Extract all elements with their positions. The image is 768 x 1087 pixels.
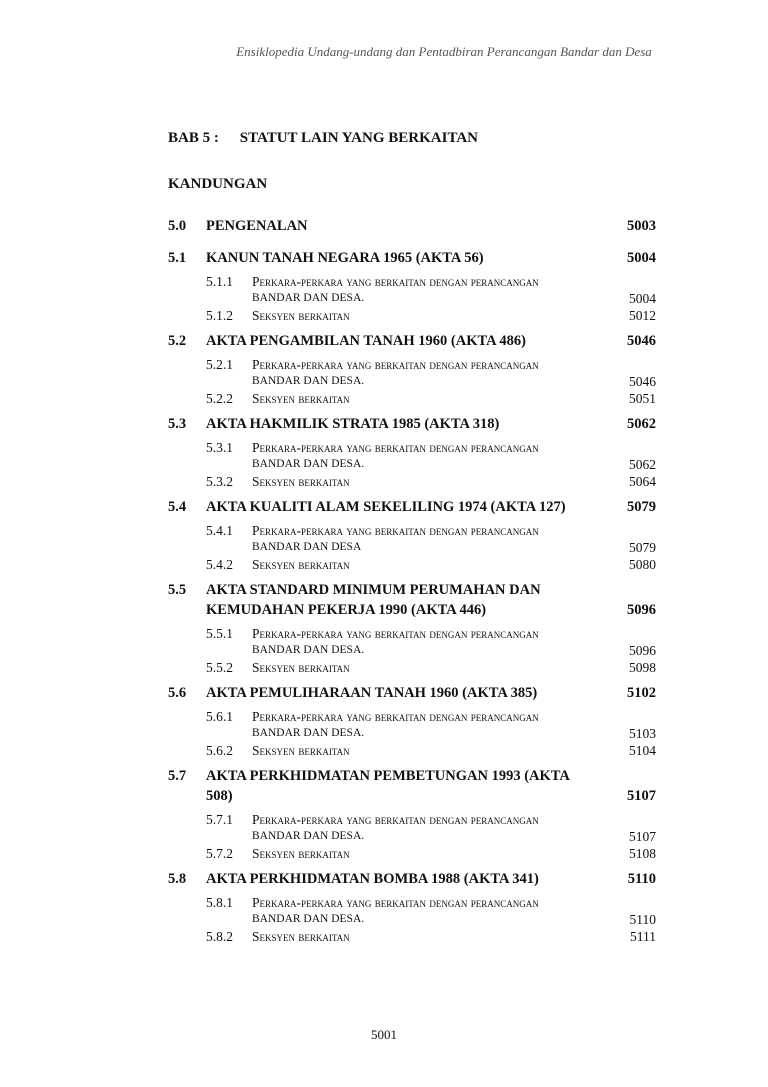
toc-subsections [206, 624, 656, 677]
toc-entry-subsection[interactable] [206, 707, 656, 741]
section-title [206, 248, 627, 268]
contents-heading: KANDUNGAN [168, 176, 268, 192]
section-page: 5102 [627, 685, 656, 701]
toc-subsections [206, 893, 656, 946]
toc-entry-subsection[interactable] [206, 624, 656, 658]
toc-entry-subsection[interactable] [206, 810, 656, 844]
subsection-number: 5.5.1 [206, 626, 233, 641]
toc-entry-section[interactable] [168, 414, 656, 434]
subsection-number: 5.7.2 [206, 846, 233, 861]
section-page: 5062 [627, 416, 656, 432]
subsection-page: 5096 [629, 643, 656, 658]
toc-section [168, 683, 656, 760]
subsection-title: Seksyen berkaitan [252, 846, 350, 861]
section-title-line1: AKTA PERKHIDMATAN PEMBETUNGAN 1993 (AKTA [206, 768, 570, 784]
section-title-line1: AKTA KUALITI ALAM SEKELILING 1974 (AKTA 127) [206, 499, 566, 515]
section-page: 5079 [627, 499, 656, 515]
subsection-number: 5.2.2 [206, 391, 233, 406]
subsection-title: Perkara-perkara yang berkaitan dengan perancangan [252, 812, 539, 827]
subsection-title-line2: BANDAR DAN DESA. [252, 830, 365, 842]
subsection-page: 5064 [629, 474, 656, 489]
subsection-title: Seksyen berkaitan [252, 557, 350, 572]
subsection-page: 5111 [630, 929, 656, 944]
toc-section [168, 869, 656, 946]
section-number: 5.3 [168, 416, 187, 432]
subsection-title: Seksyen berkaitan [252, 308, 350, 323]
toc-entry-section[interactable] [168, 869, 656, 889]
toc-entry-section[interactable] [168, 248, 656, 268]
subsection-page: 5079 [629, 540, 656, 555]
subsection-title: Seksyen berkaitan [252, 660, 350, 675]
subsection-page: 5004 [629, 291, 656, 306]
subsection-page: 5046 [629, 374, 656, 389]
toc-entry-section[interactable] [168, 580, 656, 620]
toc-entry-intro[interactable] [168, 216, 656, 236]
subsection-number: 5.1.1 [206, 274, 233, 289]
subsection-number: 5.2.1 [206, 357, 233, 372]
subsection-number: 5.5.2 [206, 660, 233, 675]
section-number: 5.1 [168, 250, 187, 266]
toc-entry-subsection[interactable] [206, 893, 656, 927]
section-page: 5004 [627, 250, 656, 266]
subsection-title-line2: BANDAR DAN DESA. [252, 458, 365, 470]
subsection-number: 5.3.1 [206, 440, 233, 455]
section-page: 5110 [627, 871, 656, 887]
section-title-line1: AKTA PENGAMBILAN TANAH 1960 (AKTA 486) [206, 333, 526, 349]
toc-subsections [206, 521, 656, 574]
subsection-title: Perkara-perkara yang berkaitan dengan perancangan [252, 626, 539, 641]
chapter-number: BAB 5 : [168, 130, 219, 146]
toc-subsections [206, 272, 656, 325]
table-of-contents [168, 216, 656, 952]
toc-sections [168, 248, 656, 946]
subsection-page: 5103 [629, 726, 656, 741]
subsection-page: 5108 [629, 846, 656, 861]
section-number: 5.2 [168, 333, 187, 349]
section-number: 5.0 [168, 218, 187, 234]
subsection-page: 5110 [629, 912, 656, 927]
subsection-number: 5.6.1 [206, 709, 233, 724]
subsection-number: 5.4.2 [206, 557, 233, 572]
toc-entry-section[interactable] [168, 331, 656, 351]
section-title-line2: 508) [206, 788, 233, 804]
toc-section [168, 414, 656, 491]
toc-section [168, 331, 656, 408]
subsection-page: 5080 [629, 557, 656, 572]
section-title-line1: KANUN TANAH NEGARA 1965 (AKTA 56) [206, 250, 484, 266]
subsection-number: 5.1.2 [206, 308, 233, 323]
section-title: PENGENALAN [206, 218, 308, 234]
subsection-number: 5.8.1 [206, 895, 233, 910]
subsection-page: 5051 [629, 391, 656, 406]
subsection-title: Perkara-perkara yang berkaitan dengan perancangan [252, 523, 539, 538]
section-title [206, 497, 627, 517]
subsection-title: Perkara-perkara yang berkaitan dengan perancangan [252, 274, 539, 289]
section-title [206, 580, 627, 620]
subsection-title-line2: BANDAR DAN DESA [252, 541, 362, 553]
section-title-line1: AKTA PEMULIHARAAN TANAH 1960 (AKTA 385) [206, 685, 538, 701]
toc-entry-subsection[interactable] [206, 472, 656, 491]
subsection-title-line2: BANDAR DAN DESA. [252, 292, 365, 304]
toc-subsections [206, 707, 656, 760]
toc-entry-subsection[interactable] [206, 306, 656, 325]
section-number: 5.8 [168, 871, 187, 887]
section-title [206, 683, 627, 703]
section-title [206, 331, 627, 351]
chapter-heading [168, 130, 478, 147]
toc-entry-subsection[interactable] [206, 927, 656, 946]
section-title-line2: KEMUDAHAN PEKERJA 1990 (AKTA 446) [206, 602, 487, 618]
subsection-title: Seksyen berkaitan [252, 743, 350, 758]
toc-subsections [206, 438, 656, 491]
section-number: 5.6 [168, 685, 187, 701]
subsection-title: Perkara-perkara yang berkaitan dengan perancangan [252, 357, 539, 372]
subsection-page: 5012 [629, 308, 656, 323]
section-title [206, 766, 627, 806]
subsection-number: 5.6.2 [206, 743, 233, 758]
section-title [206, 414, 627, 434]
toc-section [168, 248, 656, 325]
toc-entry-subsection[interactable] [206, 741, 656, 760]
subsection-title-line2: BANDAR DAN DESA. [252, 913, 365, 925]
subsection-title-line2: BANDAR DAN DESA. [252, 644, 365, 656]
section-number: 5.4 [168, 499, 187, 515]
subsection-title: Perkara-perkara yang berkaitan dengan perancangan [252, 895, 539, 910]
subsection-number: 5.3.2 [206, 474, 233, 489]
subsection-title-line2: BANDAR DAN DESA. [252, 727, 365, 739]
subsection-number: 5.4.1 [206, 523, 233, 538]
section-title-line1: AKTA HAKMILIK STRATA 1985 (AKTA 318) [206, 416, 500, 432]
section-page: 5046 [627, 333, 656, 349]
running-header: Ensiklopedia Undang-undang dan Pentadbiran Perancangan Bandar dan Desa [236, 44, 652, 59]
toc-section [168, 580, 656, 677]
subsection-page: 5062 [629, 457, 656, 472]
section-title [206, 869, 628, 889]
subsection-title: Perkara-perkara yang berkaitan dengan perancangan [252, 440, 539, 455]
section-title-line1: AKTA STANDARD MINIMUM PERUMAHAN DAN [206, 582, 541, 598]
toc-entry-subsection[interactable] [206, 844, 656, 863]
toc-section [168, 766, 656, 863]
subsection-page: 5104 [629, 743, 656, 758]
toc-entry-subsection[interactable] [206, 355, 656, 389]
subsection-title-line2: BANDAR DAN DESA. [252, 375, 365, 387]
toc-entry-subsection[interactable] [206, 521, 656, 555]
section-page: 5107 [627, 788, 656, 804]
toc-entry-section[interactable] [168, 497, 656, 517]
chapter-title: STATUT LAIN YANG BERKAITAN [239, 130, 478, 146]
toc-entry-subsection[interactable] [206, 272, 656, 306]
toc-entry-subsection[interactable] [206, 555, 656, 574]
toc-section [168, 497, 656, 574]
subsection-title: Seksyen berkaitan [252, 391, 350, 406]
section-page: 5003 [627, 218, 656, 234]
toc-entry-section[interactable] [168, 683, 656, 703]
toc-entry-section[interactable] [168, 766, 656, 806]
section-title-line1: AKTA PERKHIDMATAN BOMBA 1988 (AKTA 341) [206, 871, 539, 887]
subsection-title: Seksyen berkaitan [252, 474, 350, 489]
toc-entry-subsection[interactable] [206, 438, 656, 472]
section-number: 5.5 [168, 582, 187, 598]
page-number: 5001 [371, 1027, 397, 1042]
toc-subsections [206, 810, 656, 863]
subsection-page: 5107 [629, 829, 656, 844]
subsection-number: 5.8.2 [206, 929, 233, 944]
subsection-number: 5.7.1 [206, 812, 233, 827]
section-page: 5096 [627, 602, 656, 618]
toc-entry-subsection[interactable] [206, 389, 656, 408]
subsection-page: 5098 [629, 660, 656, 675]
toc-entry-subsection[interactable] [206, 658, 656, 677]
section-number: 5.7 [168, 768, 187, 784]
toc-subsections [206, 355, 656, 408]
subsection-title: Perkara-perkara yang berkaitan dengan perancangan [252, 709, 539, 724]
subsection-title: Seksyen berkaitan [252, 929, 350, 944]
